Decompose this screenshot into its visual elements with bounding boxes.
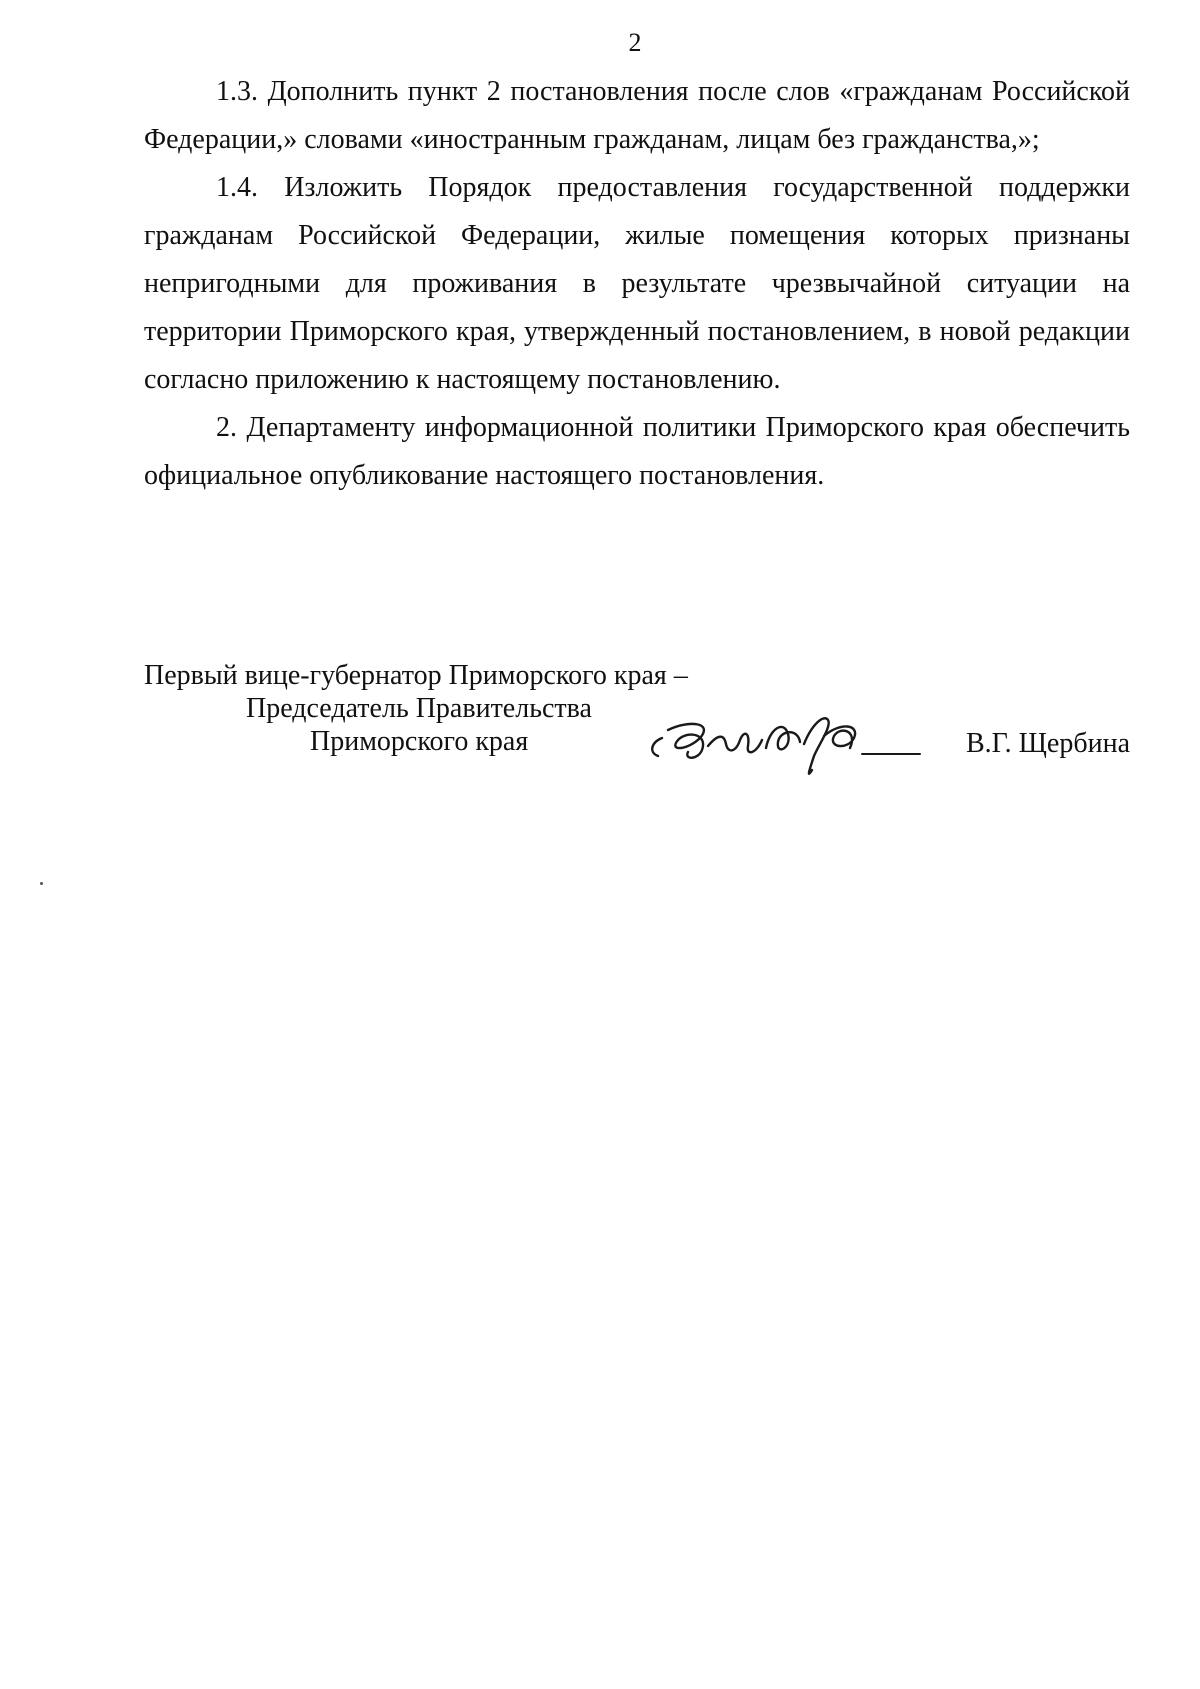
signatory-position-line-2: Председатель Правительства <box>246 693 592 724</box>
signatory-position-line-3: Приморского края <box>310 726 529 757</box>
document-body <box>144 68 1130 500</box>
handwritten-signature <box>628 690 928 790</box>
paragraph-2: 2. Департаменту информационной политики Приморского края обеспечить официальное опубликование настоящего постановления. <box>144 412 1130 491</box>
page-number: 2 <box>628 28 642 57</box>
paragraph-1-4: 1.4. Изложить Порядок предоставления государственной поддержки гражданам Российской Федерации, жилые помещения которых признаны непригодными для проживания в результате чрезвычайной ситуации на территории Приморского края, утвержденный постановлением, в новой редакции согласно приложению к настоящему постановлению. <box>144 172 1130 395</box>
signatory-position-line-1: Первый вице-губернатор Приморского края – <box>144 660 688 691</box>
signatory-name: В.Г. Щербина <box>965 728 1130 759</box>
paragraph-1-3: 1.3. Дополнить пункт 2 постановления после слов «гражданам Российской Федерации,» словами «иностранным гражданам, лицам без гражданства,»; <box>144 76 1130 155</box>
signature-block <box>144 660 1130 780</box>
scan-speck <box>40 882 43 885</box>
